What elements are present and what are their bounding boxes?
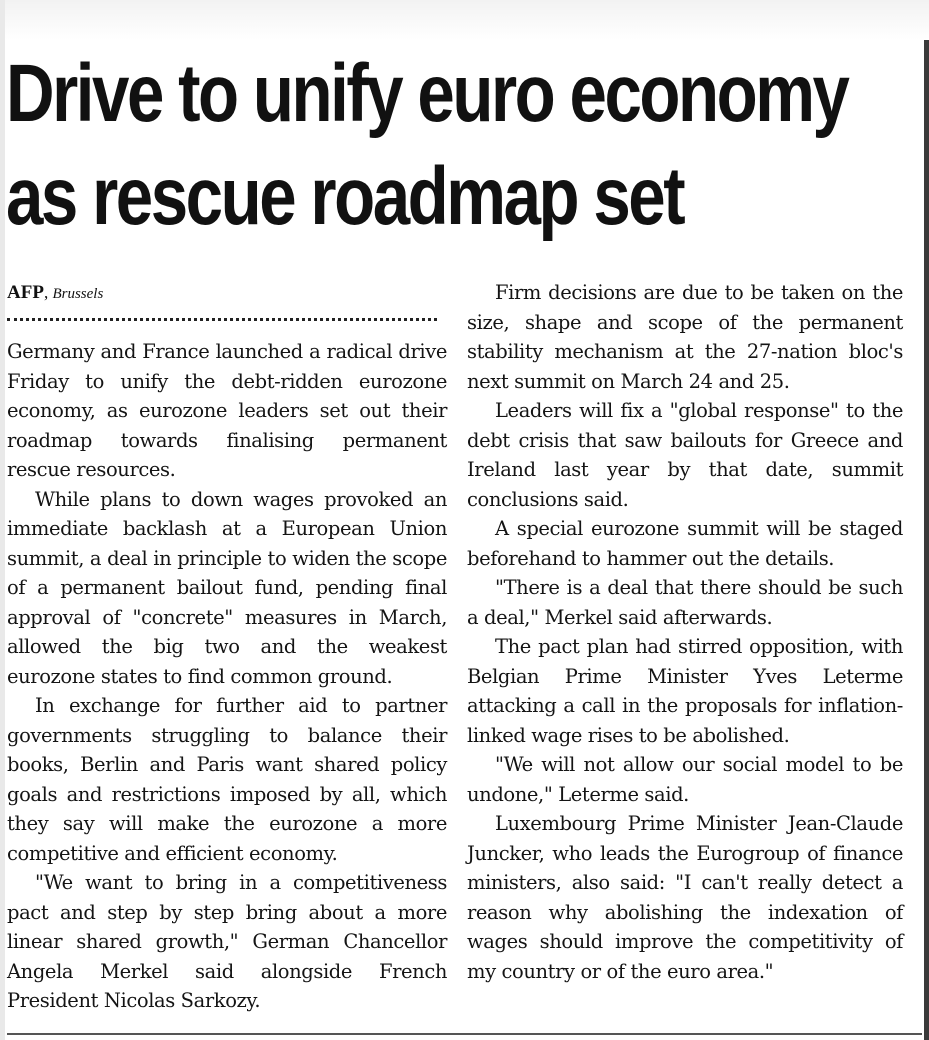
- dotted-divider: [7, 318, 437, 321]
- paragraph: Luxembourg Prime Minister Jean-Claude Juncker, who leads the Eurogroup of finance ministers, also said: "I can't really detect a reason why abolishing the indexation of wages should improve the competitivity of my country or of the euro area.": [467, 812, 903, 983]
- byline-separator: ,: [43, 283, 49, 302]
- scan-top-shade: [0, 0, 929, 40]
- paragraph: While plans to down wages provoked an immediate backlash at a European Union summit, a deal in principle to widen the scope of a permanent bailout fund, pending final approval of "concrete" measures in March, allowed the big two and the weakest eurozone states to find common ground.: [7, 487, 447, 688]
- paragraph: Leaders will fix a "global response" to the debt crisis that saw bailouts for Greece and Ireland last year by that date, summit conclusions said.: [467, 399, 903, 511]
- byline: [7, 282, 103, 304]
- paragraph: In exchange for further aid to partner governments struggling to balance their books, Berlin and Paris want shared policy goals and restrictions imposed by all, which they say will make the eurozone a more competitive and efficient economy.: [7, 694, 447, 865]
- scan-right-edge: [924, 40, 929, 1040]
- bottom-rule: [7, 1033, 922, 1035]
- paragraph: "We will not allow our social model to be undone," Leterme said.: [467, 753, 903, 806]
- scan-left-edge: [0, 0, 5, 1040]
- headline: [6, 42, 848, 248]
- byline-agency: AFP: [7, 282, 44, 303]
- article-column-right: [467, 278, 903, 986]
- paragraph: Germany and France launched a radical drive Friday to unify the debt-ridden eurozone economy, as eurozone leaders set out their roadmap towards finalising permanent rescue resources.: [7, 340, 447, 481]
- paragraph: A special eurozone summit will be staged beforehand to hammer out the details.: [467, 517, 903, 570]
- article-column-left: [7, 337, 447, 1016]
- paragraph: The pact plan had stirred opposition, with Belgian Prime Minister Yves Leterme attacking a call in the proposals for inflation-linked wage rises to be abolished.: [467, 635, 903, 747]
- headline-line-2: as rescue roadmap set: [6, 151, 684, 242]
- paragraph: Firm decisions are due to be taken on the size, shape and scope of the permanent stability mechanism at the 27-nation bloc's next summit on March 24 and 25.: [467, 281, 903, 393]
- byline-place: Brussels: [52, 286, 104, 302]
- paragraph: "There is a deal that there should be such a deal," Merkel said afterwards.: [467, 576, 903, 629]
- paragraph: "We want to bring in a competitiveness pact and step by step bring about a more linear shared growth," German Chancellor Angela Merkel said alongside French President Nicolas Sarkozy.: [7, 871, 447, 1012]
- headline-line-1: Drive to unify euro economy: [6, 48, 848, 139]
